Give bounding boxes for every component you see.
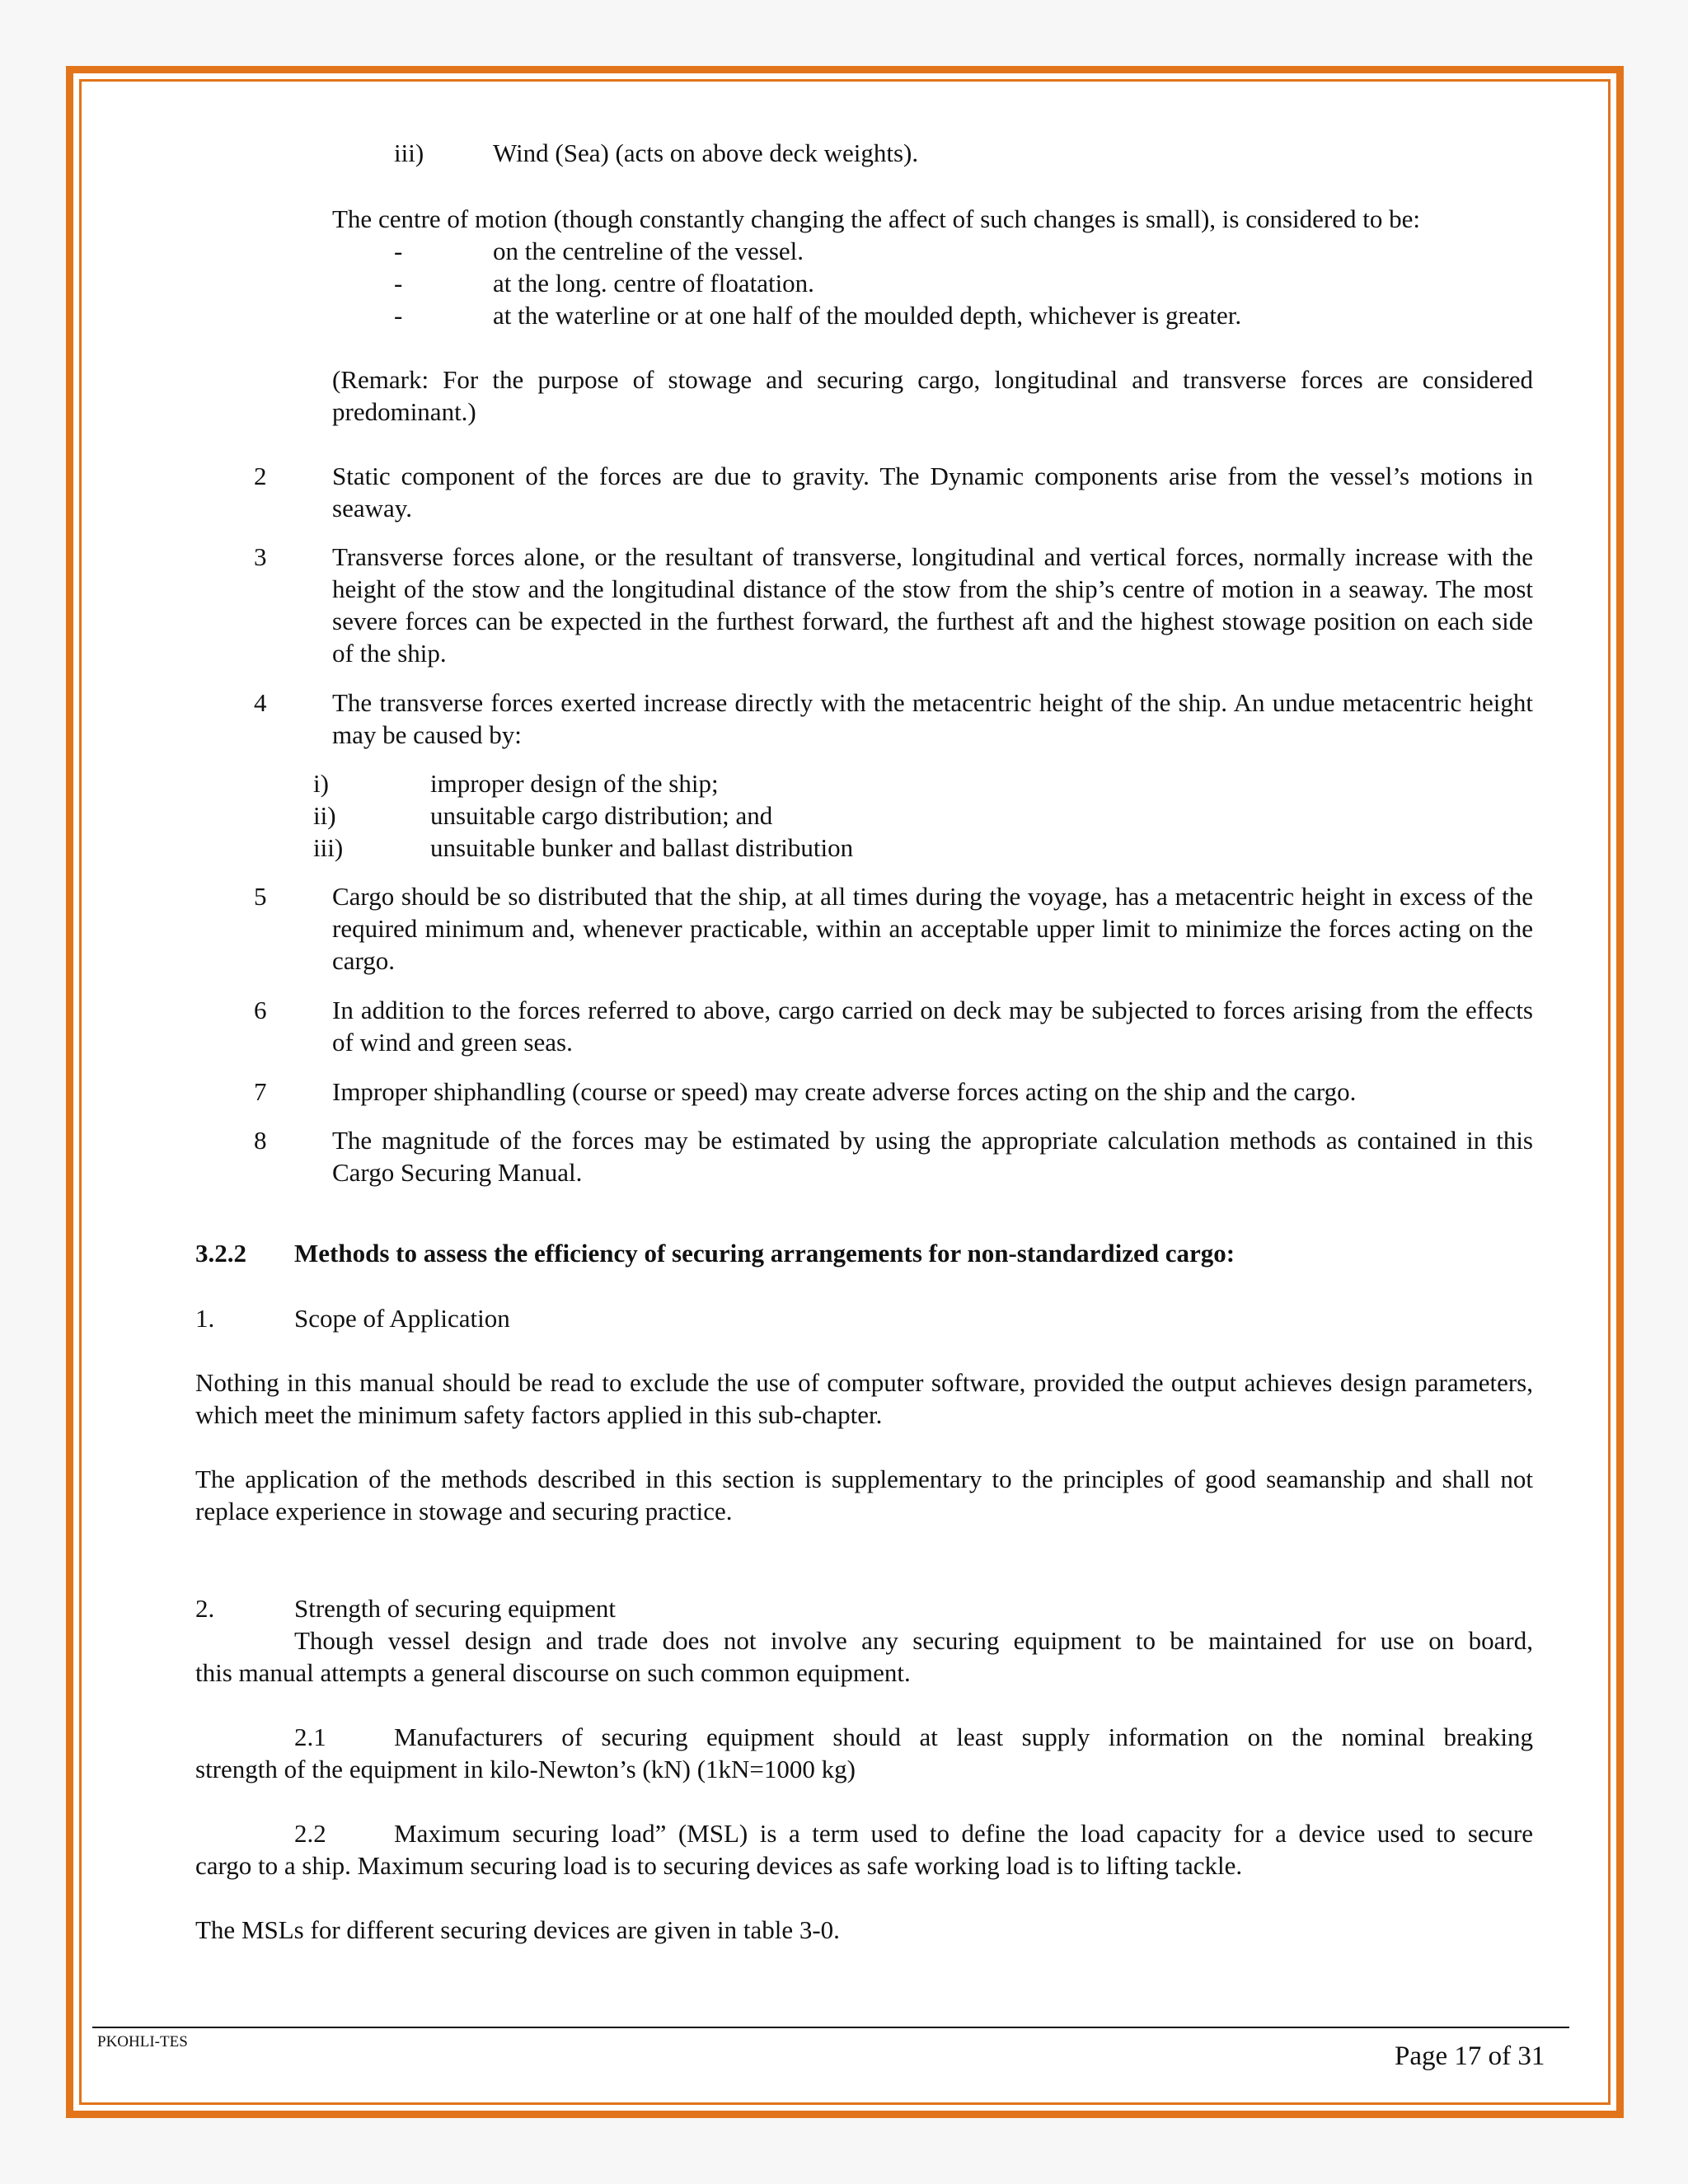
subsection-title: Strength of securing equipment [294,1594,616,1623]
point-number: 4 [254,688,267,717]
list-item-text: improper design of the ship; [430,769,719,798]
paragraph-line: Maximum securing load” (MSL) is a term used to define the load capacity for a device used to secure [394,1819,1533,1848]
paragraph: The centre of motion (though constantly changing the affect of such changes is small), is considered to be: [332,204,1420,233]
footer-rule [92,2027,1569,2028]
point-text: Cargo should be so distributed that the ship, at all times during the voyage, has a metacentric height in excess of the required minimum and, whenever practicable, within an acceptable upper limit to minimize the forces acting on the cargo. [332,882,1533,975]
footer-author: PKOHLI-TES [97,2033,188,2050]
point-text: Static component of the forces are due to gravity. The Dynamic components arise from the vessel’s motions in seaway. [332,462,1533,523]
list-marker: i) [313,769,329,798]
point-text: In addition to the forces referred to above, cargo carried on deck may be subjected to forces arising from the effects of wind and green seas. [332,996,1533,1057]
section-number: 3.2.2 [195,1239,246,1268]
paragraph-line: this manual attempts a general discourse on such common equipment. [195,1658,911,1687]
point-text: The magnitude of the forces may be estimated by using the appropriate calculation methods as contained in this Cargo Securing Manual. [332,1126,1533,1187]
list-item-text: unsuitable bunker and ballast distribution [430,833,854,862]
paragraph-line: Manufacturers of securing equipment should at least supply information on the nominal breaking [394,1722,1533,1751]
subsection-number: 1. [195,1304,215,1333]
paragraph-line: strength of the equipment in kilo-Newton’s (kN) (1kN=1000 kg) [195,1755,856,1783]
list-marker: ii) [313,801,336,830]
point-number: 5 [254,882,267,911]
list-marker: - [394,301,403,330]
list-item-text: at the waterline or at one half of the moulded depth, whichever is greater. [493,301,1242,330]
subsection-number: 2. [195,1594,215,1623]
paragraph-line: cargo to a ship. Maximum securing load is to securing devices as safe working load is to lifting tackle. [195,1851,1243,1880]
list-item-text: on the centreline of the vessel. [493,237,804,265]
list-item-text: Wind (Sea) (acts on above deck weights). [493,138,919,167]
paragraph: The application of the methods described in this section is supplementary to the principles of good seamanship and shall not replace experience in stowage and securing practice. [195,1465,1533,1526]
clause-number: 2.1 [294,1722,326,1751]
list-marker: - [394,237,403,265]
point-text: The transverse forces exerted increase directly with the metacentric height of the ship. An undue metacentric height may be caused by: [332,688,1533,749]
remark-paragraph: (Remark: For the purpose of stowage and securing cargo, longitudinal and transverse forces are considered predominant.) [332,365,1533,426]
clause-number: 2.2 [294,1819,326,1848]
section-title: Methods to assess the efficiency of securing arrangements for non-standardized cargo: [294,1239,1236,1268]
list-marker: - [394,269,403,298]
paragraph: The MSLs for different securing devices are given in table 3-0. [195,1915,840,1944]
list-marker: iii) [394,138,424,167]
list-item-text: at the long. centre of floatation. [493,269,814,298]
point-number: 3 [254,542,267,571]
point-number: 6 [254,996,267,1024]
list-item-text: unsuitable cargo distribution; and [430,801,773,830]
list-marker: iii) [313,833,344,862]
point-number: 8 [254,1126,267,1155]
point-text: Improper shiphandling (course or speed) may create adverse forces acting on the ship and the cargo. [332,1077,1357,1106]
paragraph-line: Though vessel design and trade does not involve any securing equipment to be maintained for use on board, [294,1626,1533,1655]
paragraph: Nothing in this manual should be read to exclude the use of computer software, provided the output achieves design parameters, which meet the minimum safety factors applied in this sub-chapter. [195,1368,1533,1429]
point-number: 7 [254,1077,267,1106]
point-number: 2 [254,462,267,490]
point-text: Transverse forces alone, or the resultant of transverse, longitudinal and vertical forces, normally increase with the height of the stow and the longitudinal distance of the stow from the ship’s centre of motion in a seaway. The most severe forces can be expected in the furthest forward, the furthest aft and the highest stowage position on each side of the ship. [332,542,1533,668]
page-number: Page 17 of 31 [1395,2041,1545,2071]
subsection-title: Scope of Application [294,1304,510,1333]
